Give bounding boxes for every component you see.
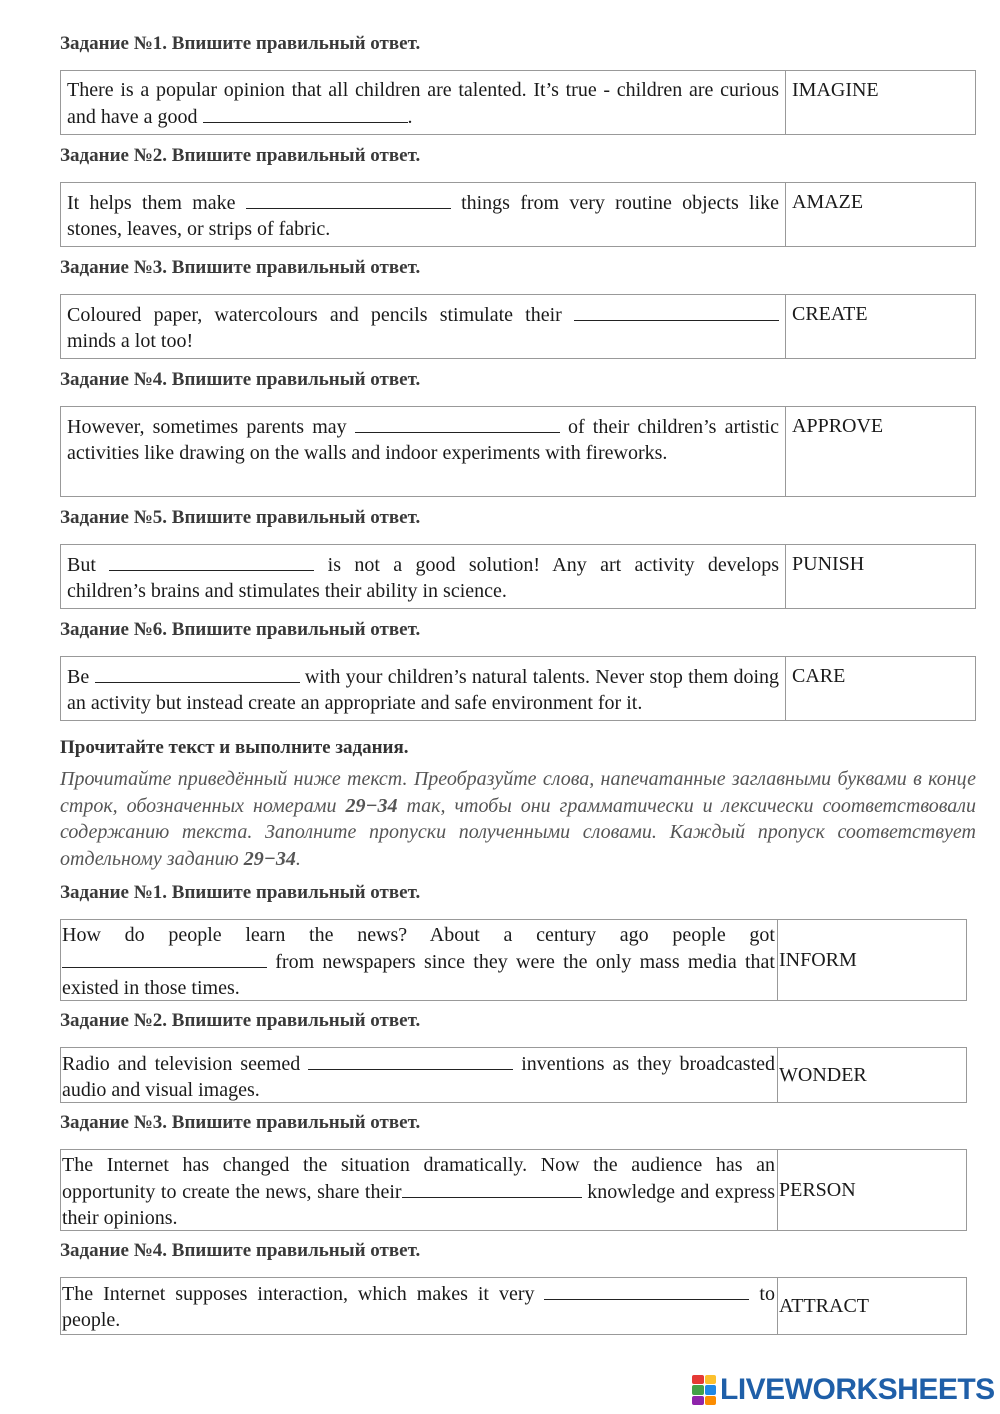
section-title: Прочитайте текст и выполните задания. (60, 737, 409, 758)
liveworksheets-logo-icon (692, 1375, 716, 1405)
answer-blank[interactable] (203, 103, 408, 123)
task-sentence: But is not a good solution! Any art activity develops children’s brains and stimulates their ability in science. (61, 545, 786, 608)
task-box (60, 406, 976, 497)
answer-blank[interactable] (574, 301, 779, 321)
key-word: ATTRACT (779, 1295, 869, 1317)
logo-text: LIVEWORKSHEETS (720, 1373, 995, 1406)
task-heading: Задание №2. Впишите правильный ответ. (60, 1010, 421, 1031)
key-word: PUNISH (792, 553, 865, 575)
task-heading: Задание №2. Впишите правильный ответ. (60, 145, 421, 166)
answer-blank[interactable] (355, 413, 560, 433)
key-word: PERSON (779, 1179, 856, 1201)
task-heading: Задание №4. Впишите правильный ответ. (60, 369, 421, 390)
answer-blank[interactable] (308, 1050, 513, 1070)
answer-blank[interactable] (544, 1280, 749, 1300)
task-box (60, 919, 967, 1001)
task-sentence: Be with your children’s natural talents. Never stop them doing an activity but instead create an appropriate and safe environment for it. (61, 657, 786, 720)
answer-blank[interactable] (109, 551, 314, 571)
key-word: CREATE (792, 303, 868, 325)
task-sentence: It helps them make things from very routine objects like stones, leaves, or strips of fabric. (61, 183, 786, 246)
key-word: APPROVE (792, 415, 884, 437)
instructions: Прочитайте приведённый ниже текст. Преобразуйте слова, напечатанные заглавными буквами в конце строк, обозначенных номерами 29−34 так, чтобы они грамматически и лексически соответствовали содержанию текста. Заполните пропуски полученными словами. Каждый пропуск соответствует отдельному заданию 29−34. (60, 768, 977, 870)
task-box (60, 70, 976, 135)
task-heading: Задание №4. Впишите правильный ответ. (60, 1240, 421, 1261)
key-word: AMAZE (792, 191, 864, 213)
liveworksheets-logo[interactable] (692, 1372, 995, 1408)
task-box (60, 1047, 967, 1103)
task-heading: Задание №1. Впишите правильный ответ. (60, 882, 421, 903)
task-heading: Задание №5. Впишите правильный ответ. (60, 507, 421, 528)
task-box (60, 656, 976, 721)
task-sentence: There is a popular opinion that all children are talented. It’s true - children are curious and have a good . (61, 71, 786, 134)
task-heading: Задание №3. Впишите правильный ответ. (60, 257, 421, 278)
key-word: WONDER (779, 1064, 867, 1086)
task-sentence: Coloured paper, watercolours and pencils stimulate their minds a lot too! (61, 295, 786, 358)
task-box (60, 1149, 967, 1231)
key-word: INFORM (779, 949, 857, 971)
task-heading: Задание №1. Впишите правильный ответ. (60, 33, 421, 54)
task-box (60, 1277, 967, 1335)
task-sentence: How do people learn the news? About a century ago people got from newspapers since they were the only mass media that existed in those times. (61, 920, 778, 1000)
answer-blank[interactable] (62, 948, 267, 968)
key-word: IMAGINE (792, 79, 879, 101)
answer-blank[interactable] (95, 663, 300, 683)
task-heading: Задание №6. Впишите правильный ответ. (60, 619, 421, 640)
task-sentence: However, sometimes parents may of their children’s artistic activities like drawing on the walls and indoor experiments with fireworks. (61, 407, 786, 496)
task-box (60, 294, 976, 359)
task-sentence: The Internet supposes interaction, which makes it very to people. (61, 1278, 778, 1334)
task-box (60, 182, 976, 247)
task-box (60, 544, 976, 609)
answer-blank[interactable] (402, 1178, 582, 1198)
key-word: CARE (792, 665, 846, 687)
task-sentence: Radio and television seemed inventions as they broadcasted audio and visual images. (61, 1048, 778, 1102)
answer-blank[interactable] (246, 189, 451, 209)
task-sentence: The Internet has changed the situation dramatically. Now the audience has an opportunity to create the news, share their knowledge and express their opinions. (61, 1150, 778, 1230)
task-heading: Задание №3. Впишите правильный ответ. (60, 1112, 421, 1133)
